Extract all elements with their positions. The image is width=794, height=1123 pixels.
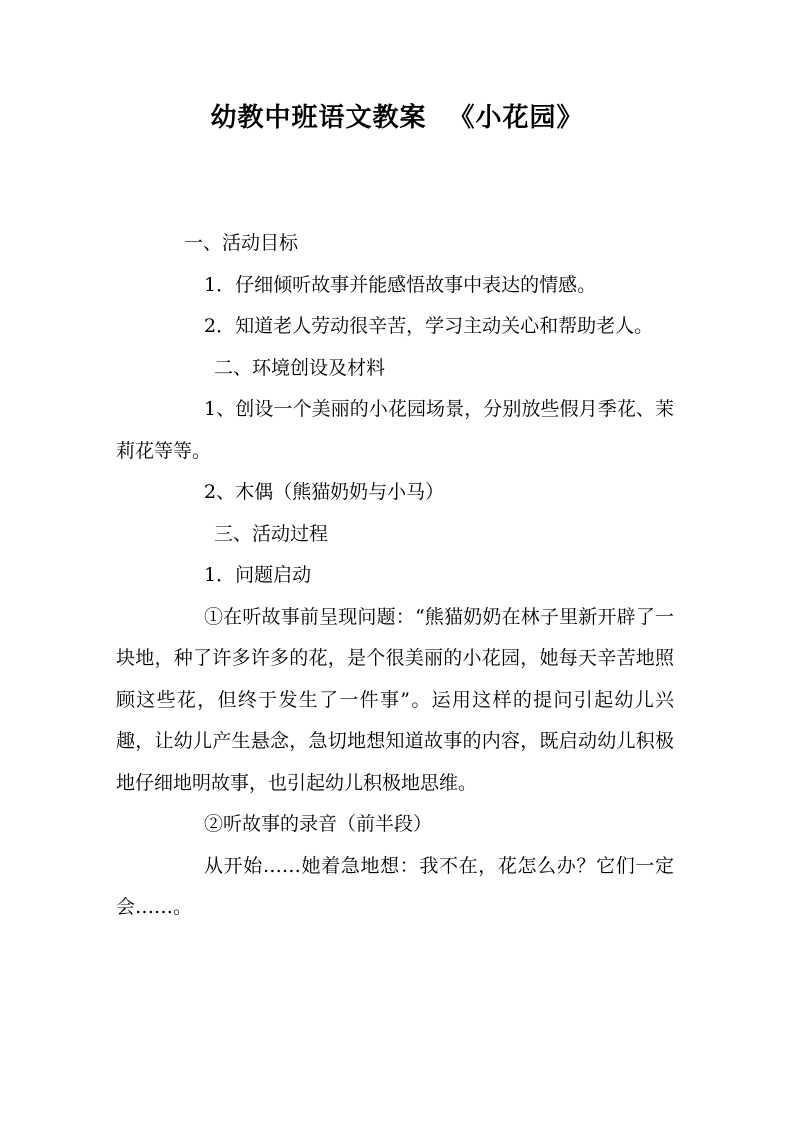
title-main: 幼教中班语文教案 xyxy=(210,103,427,133)
process-paragraph-2: ②听故事的录音（前半段） xyxy=(204,813,433,835)
goal-item-1: 1．仔细倾听故事并能感悟故事中表达的情感。 xyxy=(204,273,597,296)
section-heading-process: 三、活动过程 xyxy=(214,522,329,545)
environment-item-1: 1、创设一个美丽的小花园场景，分别放些假月季花、茉莉花等等。 xyxy=(116,398,674,462)
process-item-1: 1．问题启动 xyxy=(204,564,312,586)
section-heading-environment: 二、环境创设及材料 xyxy=(214,356,386,379)
environment-item-2: 2、木偶（熊猫奶奶与小马） xyxy=(204,481,445,503)
document-body xyxy=(116,223,674,929)
process-paragraph-1: ①在听故事前呈现问题：“熊猫奶奶在林子里新开辟了一块地，种了许多许多的花，是个很美丽的小花园，她每天辛苦地照顾这些花，但终于发生了一件事”。运用这样的提问引起幼儿兴趣，让幼儿产生悬念，急切地想知道故事的内容，既启动幼儿积极地仔细地明故事，也引起幼儿积极地思维。 xyxy=(116,605,674,794)
title-sub: 《小花园》 xyxy=(448,103,584,133)
process-paragraph-3: 从开始……她着急地想：我不在，花怎么办？它们一定会……。 xyxy=(116,854,674,918)
goal-item-2: 2．知道老人劳动很辛苦，学习主动关心和帮助老人。 xyxy=(204,315,654,337)
section-heading-goals: 一、活动目标 xyxy=(184,232,299,254)
document-title xyxy=(0,98,794,138)
